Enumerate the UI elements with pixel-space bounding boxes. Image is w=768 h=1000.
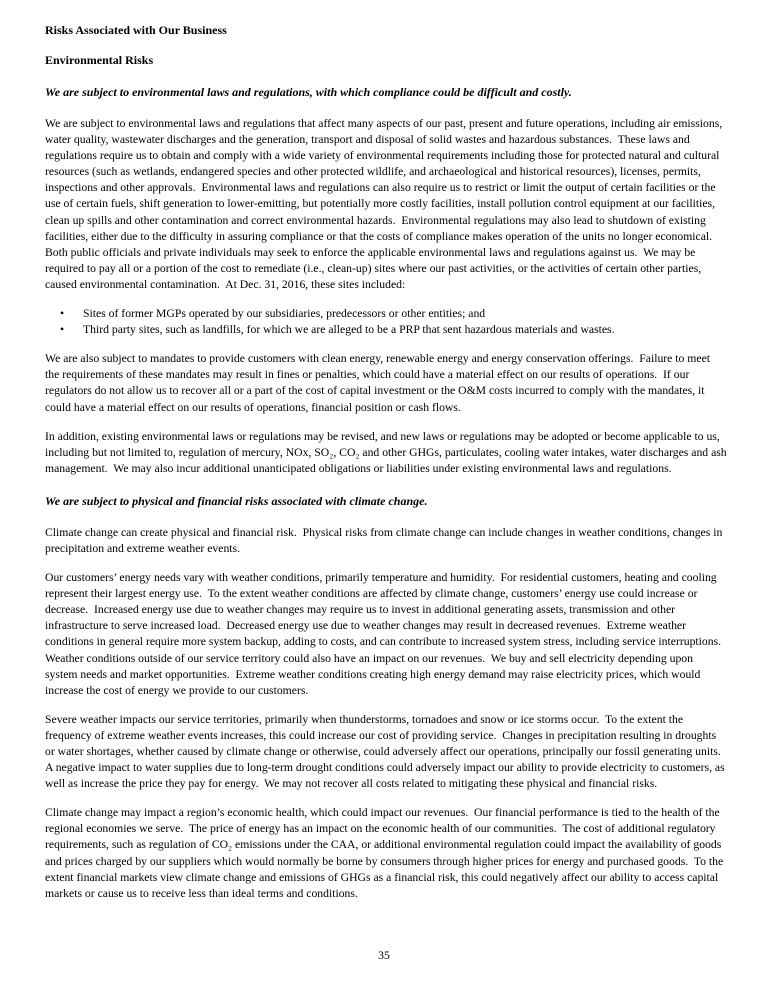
- list-item: [45, 322, 727, 338]
- bullet-icon: •: [60, 307, 65, 321]
- remediation-sites-list: [45, 306, 727, 338]
- risk1-heading: We are subject to environmental laws and regulations, with which compliance could be difficult and costly.: [45, 85, 572, 99]
- risk2-heading: We are subject to physical and financial risks associated with climate change.: [45, 493, 428, 508]
- list-item: [45, 306, 727, 322]
- risk1-paragraph-2: We are also subject to mandates to provide customers with clean energy, renewable energy and energy conservation offerings. Failure to meet the requirements of these mandates may result in fines or penalties, which could have a material effect on our results of operations. If our regulators do not allow us to recover all or a part of the cost of capital investment or the O&M costs incurred to comply with the mandates, it could have a material effect on our results of operations, financial position or cash flows.: [45, 352, 713, 414]
- risk2-paragraph-2: Our customers’ energy needs vary with weather conditions, primarily temperature and humidity. For residential customers, heating and cooling represent their largest energy use. To the extent weather conditions are affected by climate change, customers’ energy use could increase or decrease. Increased energy use due to weather changes may require us to invest in additional generating assets, transmission and other infrastructure to serve increased load. Decreased energy use due to weather changes may result in decreased revenues. Extreme weather conditions in general require more system backup, adding to costs, and can contribute to increased system stress, including service interruptions. Weather conditions outside of our service territory could also have an impact on our revenues. We buy and sell electricity depending upon system needs and market opportunities. Extreme weather conditions creating high energy demand may raise electricity prices, which would increase the cost of energy we provide to our customers.: [45, 571, 727, 697]
- risk1-paragraph-3: In addition, existing environmental laws or regulations may be revised, and new laws or regulations may be adopted or become applicable to us, including but not limited to, regulation of mercury, NOx, SO₂, CO₂ and other GHGs, particulates, cooling water intakes, water discharges and ash management. We may also incur additional unanticipated obligations or liabilities under existing environmental laws and regulations.: [45, 429, 730, 475]
- risk2-paragraph-1: Climate change can create physical and financial risk. Physical risks from climate change can include changes in weather conditions, changes in precipitation and extreme weather events.: [45, 525, 726, 555]
- risk1-paragraph-1: We are subject to environmental laws and regulations that affect many aspects of our past, present and future operations, including air emissions, water quality, wastewater discharges and the generation, transport and disposal of solid wastes and hazardous substances. These laws and regulations require us to obtain and comply with a wide variety of environmental requirements including those for protected natural and cultural resources (such as wetlands, endangered species and other protected wildlife, and archaeological and historical resources), licenses, permits, inspections and other approvals. Environmental laws and regulations can also require us to restrict or limit the output of certain facilities or the use of certain fuels, shift generation to lower-emitting, but potentially more costly facilities, install pollution control equipment at our facilities, clean up spills and other contamination and correct environmental hazards. Environmental regulations may also lead to shutdown of existing facilities, either due to the difficulty in assuring compliance or that the costs of compliance makes operation of the units no longer economical. Both public officials and private individuals may seek to enforce the applicable environmental laws and regulations against us. We may be required to pay all or a portion of the cost to remediate (i.e., clean-up) sites where our past activities, or the activities of certain other parties, caused environmental contamination. At Dec. 31, 2016, these sites included:: [45, 117, 726, 291]
- list-item-text: Third party sites, such as landfills, for which we are alleged to be a PRP that sent hazardous materials and wastes.: [83, 323, 615, 337]
- list-item-text: Sites of former MGPs operated by our subsidiaries, predecessors or other entities; and: [83, 307, 486, 321]
- subsection-title: Environmental Risks: [45, 53, 154, 67]
- section-title: Risks Associated with Our Business: [45, 23, 227, 37]
- risk2-paragraph-4: Climate change may impact a region’s economic health, which could impact our revenues. Our financial performance is tied to the health of the regional economies we serve. The price of energy has an impact on the economic health of our communities. The cost of additional regulatory requirements, such as regulation of CO₂ emissions under the CAA, or additional environmental regulation could impact the availability of goods and prices charged by our suppliers which would normally be borne by consumers through higher prices for energy and purchased goods. To the extent financial markets view climate change and emissions of GHGs as a financial risk, this could negatively affect our ability to access capital markets or cause us to receive less than ideal terms and conditions.: [45, 806, 727, 900]
- page-number: 35: [378, 949, 390, 962]
- bullet-icon: •: [60, 323, 65, 337]
- document-content: [45, 22, 730, 915]
- risk2-paragraph-3: Severe weather impacts our service territories, primarily when thunderstorms, tornadoes and snow or ice storms occur. To the extent the frequency of extreme weather events increases, this could increase our cost of providing service. Changes in precipitation resulting in droughts or water shortages, whether caused by climate change or otherwise, could adversely affect our operations, principally our fossil generating units. A negative impact to water supplies due to long-term drought conditions could adversely impact our ability to provide electricity to customers, as well as increase the price they pay for energy. We may not recover all costs related to mitigating these physical and financial risks.: [45, 712, 728, 791]
